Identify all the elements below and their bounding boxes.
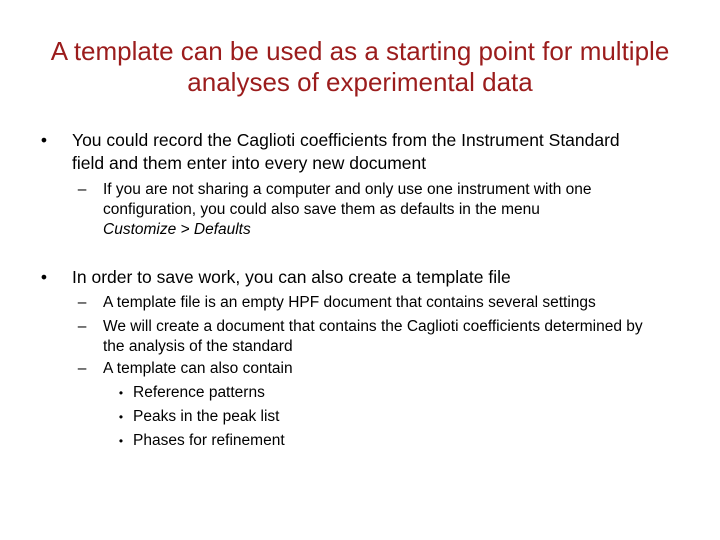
bullet-marker: • — [118, 410, 124, 424]
dash-marker: – — [77, 360, 87, 377]
sub-bullet-text: A template file is an empty HPF document that contains several settings — [103, 294, 596, 311]
bullet-marker: • — [40, 267, 48, 287]
dash-marker: – — [77, 294, 87, 311]
bullet-template-file — [40, 266, 672, 289]
sub-bullet-text: A template can also contain — [103, 360, 293, 377]
sub-bullet-defaults — [77, 180, 683, 240]
bullet-text: In order to save work, you can also create a template file — [72, 267, 511, 287]
slide-title: A template can be used as a starting point for multiple analyses of experimental data — [50, 36, 670, 97]
dash-marker: – — [77, 181, 87, 198]
bullet-marker: • — [40, 130, 48, 150]
list-item-text: Phases for refinement — [133, 432, 285, 449]
sub-bullet-template-contain — [77, 359, 663, 379]
sub-bullet-caglioti-doc — [77, 317, 663, 357]
list-item — [118, 405, 533, 429]
list-item-text: Peaks in the peak list — [133, 408, 280, 425]
sub-bullet-text: We will create a document that contains the Caglioti coefficients determined by the analysis of the standard — [103, 318, 643, 355]
bullet-marker: • — [118, 386, 124, 400]
sub-bullet-text: If you are not sharing a computer and only use one instrument with one configuration, you could also save them as defaults in the menu — [103, 181, 592, 218]
list-item-text: Reference patterns — [133, 384, 265, 401]
bullet-caglioti-record — [40, 129, 632, 175]
menu-path: Customize > Defaults — [103, 221, 251, 238]
bullet-marker: • — [118, 434, 124, 448]
dash-marker: – — [77, 318, 87, 335]
sub-bullet-empty-hpf — [77, 293, 703, 313]
bullet-text: You could record the Caglioti coefficients from the Instrument Standard field and them enter into every new document — [72, 130, 620, 173]
list-item — [118, 381, 533, 405]
list-item — [118, 429, 533, 453]
